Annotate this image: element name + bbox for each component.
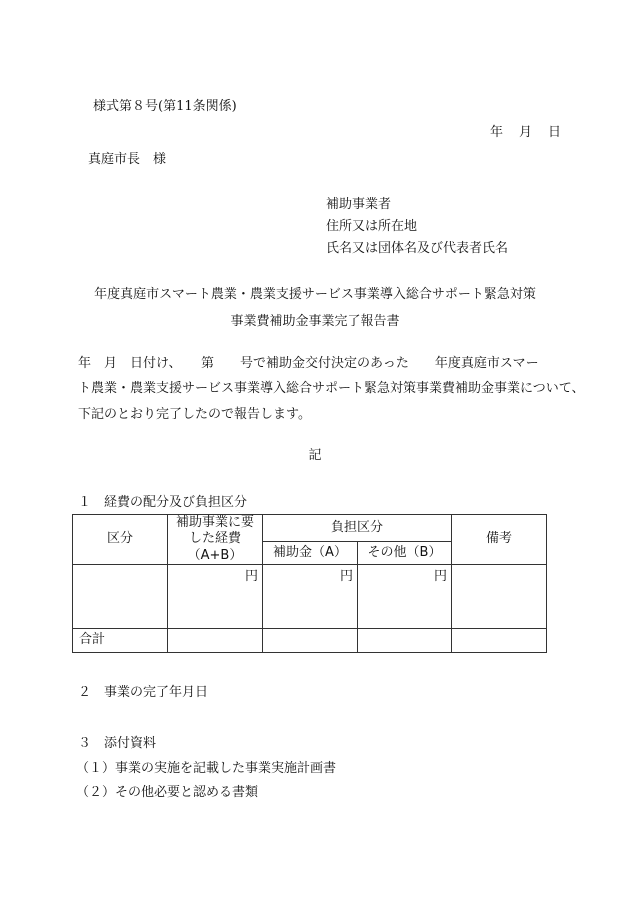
body-text-line1: 年 月 日付け、 第 号で補助金交付決定のあった 年度真庭市スマー	[78, 356, 539, 371]
row-category-cell	[73, 565, 168, 629]
remarks-cell	[452, 565, 547, 629]
total-label: 合計	[73, 629, 168, 653]
section2-heading: ２ 事業の完了年月日	[78, 685, 209, 700]
body-text-line3: 下記のとおり完了したので報告します。	[78, 407, 311, 422]
cost-allocation-table	[72, 514, 547, 653]
ki-marker: 記	[308, 448, 322, 463]
applicant-role: 補助事業者	[326, 197, 392, 212]
header-category: 区分	[73, 515, 168, 565]
header-expense	[168, 515, 263, 565]
document-title-line2: 事業費補助金事業完了報告書	[230, 314, 400, 329]
header-expense-line1: 補助事業に要	[175, 515, 254, 531]
header-other: その他（B）	[358, 542, 452, 565]
total-subsidy-cell	[263, 629, 358, 653]
total-expense-cell	[168, 629, 263, 653]
report-date	[490, 126, 561, 139]
total-remarks-cell	[452, 629, 547, 653]
header-remarks: 備考	[452, 515, 547, 565]
subsidy-yen-cell: 円	[263, 565, 358, 629]
header-expense-line3: （A+B）	[187, 547, 243, 563]
date-month-label: 月	[519, 125, 533, 140]
document-title-line1: 年度真庭市スマート農業・農業支援サービス事業導入総合サポート緊急対策	[94, 287, 536, 302]
header-subsidy: 補助金（A）	[263, 542, 358, 565]
applicant-address-label: 住所又は所在地	[326, 219, 418, 234]
attachment-item: （１）事業の実施を記載した事業実施計画書	[76, 761, 337, 776]
section3-heading: ３ 添付資料	[78, 736, 157, 751]
other-yen-cell: 円	[358, 565, 452, 629]
section1-heading: １ 経費の配分及び負担区分	[78, 495, 248, 510]
expense-yen-cell: 円	[168, 565, 263, 629]
header-expense-line2: した経費	[188, 531, 241, 547]
date-year-label: 年	[490, 125, 504, 140]
date-day-label: 日	[548, 125, 562, 140]
applicant-block	[326, 198, 508, 264]
header-burden: 負担区分	[263, 515, 452, 542]
total-other-cell	[358, 629, 452, 653]
applicant-name-label: 氏名又は団体名及び代表者氏名	[326, 241, 509, 256]
body-text-line2: ト農業・農業支援サービス事業導入総合サポート緊急対策事業費補助金事業について、	[78, 381, 585, 396]
addressee: 真庭市長 様	[88, 152, 167, 167]
form-number: 様式第８号(第11条関係)	[93, 99, 237, 114]
attachment-item: （２）その他必要と認める書類	[76, 785, 259, 800]
